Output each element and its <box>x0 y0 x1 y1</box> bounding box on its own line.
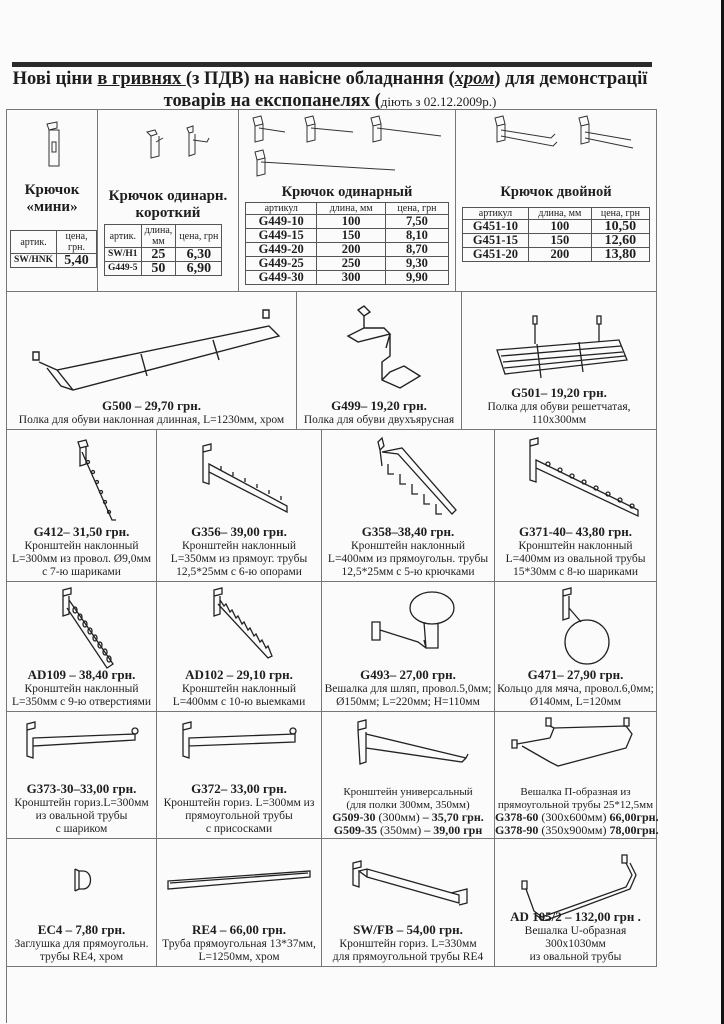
price-cell: 9,90 <box>385 271 448 285</box>
product-description: L=400мм из прямоугольн. трубы <box>327 553 489 565</box>
product-description: Кронштейн универсальный <box>343 786 473 798</box>
shoe-shelf-long-image <box>7 306 296 396</box>
product-description: L=350мм с 9-ю отверстиями <box>11 696 152 708</box>
price-cell: 9,30 <box>385 257 448 271</box>
product-description: Ø150мм; L=220мм; H=110мм <box>336 696 480 708</box>
article-cell: G449-30 <box>246 271 317 285</box>
product-hook-single-short <box>98 110 239 292</box>
hook-single-short-table <box>104 224 222 276</box>
variant-line <box>322 824 494 837</box>
length-cell: 250 <box>317 257 385 271</box>
hook-mini-title <box>7 182 97 216</box>
hook-single-image <box>239 112 455 180</box>
product-description: прямоугольной трубы <box>185 810 293 822</box>
variant-code: G378-60 <box>495 810 539 824</box>
product-description: Труба прямоугольная 13*37мм, <box>162 938 316 950</box>
product-description: Вешалка для шляп, провол.5,0мм; <box>324 683 492 695</box>
product-description: Полка для обуви двухъярусная <box>303 414 455 426</box>
product-description: Кронштейн наклонный <box>24 540 139 552</box>
length-cell: 200 <box>317 243 385 257</box>
length-cell: 150 <box>528 234 591 248</box>
product-caption <box>7 922 156 964</box>
bracket-sloped-balls-image <box>7 438 156 528</box>
length-cell: 150 <box>317 229 385 243</box>
bracket-horizontal-rect-image <box>157 720 321 780</box>
ball-ring-image <box>495 586 656 676</box>
product-g356 <box>157 430 322 582</box>
product-caption <box>7 667 156 709</box>
product-description: 12,5*25мм с 6-ю опорами <box>176 566 302 578</box>
product-caption <box>495 667 656 709</box>
product-code-price: G373-30–33,00 грн. <box>26 781 137 796</box>
product-code-price: AD102 – 29,10 грн. <box>185 667 293 682</box>
product-description: Заглушка для прямоугольн. <box>14 938 149 950</box>
article-cell: G449-5 <box>105 262 142 276</box>
product-caption <box>495 909 656 964</box>
product-g358 <box>322 430 495 582</box>
hook-single-title: Крючок одинарный <box>281 184 413 200</box>
product-caption <box>495 524 656 579</box>
article-cell: G449-10 <box>246 215 317 229</box>
product-description: Полка для обуви наклонная длинная, L=1230мм, хром <box>18 414 285 426</box>
bracket-tube-holder-image <box>322 859 494 909</box>
price-cell: 12,60 <box>591 234 649 248</box>
hook-single-short-image <box>98 124 238 164</box>
title-line: короткий <box>135 205 201 221</box>
product-ad102 <box>157 582 322 712</box>
product-description: (для полки 300мм, 350мм) <box>346 798 470 811</box>
product-description: L=400мм из овальной трубы <box>505 553 646 565</box>
rect-tube-image <box>157 867 321 897</box>
variant-code: G378-90 <box>495 822 539 837</box>
hanger-p-shape-image <box>495 716 656 776</box>
price-cell: 5,40 <box>57 254 97 268</box>
product-description: Кольцо для мяча, провол.6,0мм; <box>497 683 654 695</box>
product-caption <box>297 398 461 427</box>
product-g493 <box>322 582 495 712</box>
title-finish: хром <box>454 69 495 89</box>
shoe-shelf-two-tier-image <box>297 302 461 392</box>
product-caption <box>157 922 321 964</box>
title-part: ) для демонстрації <box>494 69 648 89</box>
product-caption <box>322 922 494 964</box>
article-cell: G451-20 <box>463 248 529 262</box>
title-line2: товарів на експопанелях ( <box>163 91 381 111</box>
product-description: Вешалка U-образная 300х1030мм <box>524 925 627 950</box>
col-header: артик. <box>11 231 57 254</box>
product-code-price: EC4 – 7,80 грн. <box>37 922 126 937</box>
bracket-oval-balls-image <box>495 436 656 526</box>
bracket-horizontal-oval-image <box>7 720 156 780</box>
variant-spec: (300мм) <box>375 810 423 824</box>
product-description: L=300мм из провол. Ø9,0мм <box>11 553 152 565</box>
title-line: Крючок одинарн. <box>108 188 228 204</box>
length-cell: 100 <box>528 220 591 234</box>
article-cell: G449-15 <box>246 229 317 243</box>
product-ad105 <box>495 839 657 967</box>
product-hook-mini <box>7 110 98 292</box>
col-header: цена, грн. <box>57 231 97 254</box>
product-code-price: SW/FB – 54,00 грн. <box>353 922 463 937</box>
col-header: цена, грн <box>176 225 222 248</box>
title-part: Нові ціни <box>12 69 98 89</box>
price-cell: 10,50 <box>591 220 649 234</box>
product-g378 <box>495 712 657 839</box>
product-description: Кронштейн гориз. L=330мм <box>339 938 477 950</box>
variant-line <box>495 822 659 837</box>
length-cell: 100 <box>317 215 385 229</box>
validity-date: діють з 02.12.2009р.) <box>380 94 497 109</box>
product-hook-double <box>456 110 657 292</box>
col-header: цена, грн <box>591 208 649 220</box>
product-g373 <box>7 712 157 839</box>
bracket-universal-image <box>322 718 494 778</box>
product-caption <box>322 524 494 579</box>
product-g412 <box>7 430 157 582</box>
product-description: 15*30мм с 8-ю шариками <box>512 566 639 578</box>
product-caption <box>462 385 656 427</box>
title-line: «мини» <box>26 199 78 215</box>
product-code-price: AD 105/2 – 132,00 грн . <box>510 909 641 924</box>
price-cell: 7,50 <box>385 215 448 229</box>
title-currency: в гривнях <box>97 69 186 89</box>
product-g499 <box>297 292 462 430</box>
product-caption <box>322 786 494 836</box>
product-g371 <box>495 430 657 582</box>
product-re4 <box>157 839 322 967</box>
col-header: артикул <box>246 203 317 215</box>
col-header: артик. <box>105 225 142 248</box>
product-g509 <box>322 712 495 839</box>
product-code-price: G372– 33,00 грн. <box>191 781 287 796</box>
product-description: для прямоугольной трубы RE4 <box>332 951 484 963</box>
product-description: Кронштейн наклонный <box>181 540 297 552</box>
product-description: Полка для обуви решетчатая, 110х300мм <box>487 401 631 426</box>
product-caption <box>157 524 321 579</box>
hook-single-table <box>245 202 449 285</box>
product-caption <box>7 524 156 579</box>
product-code-price: G471– 27,90 грн. <box>527 667 624 682</box>
product-g501 <box>462 292 657 430</box>
product-description: Кронштейн гориз.L=300мм <box>14 797 149 809</box>
variant-code: G509-35 <box>333 822 378 837</box>
price-cell: 6,90 <box>176 262 222 276</box>
col-header: длина, мм <box>141 225 176 248</box>
product-description: Кронштейн наклонный <box>350 540 466 552</box>
product-code-price: RE4 – 66,00 грн. <box>192 922 286 937</box>
product-code-price: G358–38,40 грн. <box>361 524 455 539</box>
length-cell: 25 <box>141 248 176 262</box>
price-sheet <box>6 109 657 1023</box>
product-g372 <box>157 712 322 839</box>
article-cell: G449-20 <box>246 243 317 257</box>
product-code-price: AD109 – 38,40 грн. <box>27 667 136 682</box>
product-description: Ø140мм, L=120мм <box>529 696 622 708</box>
bracket-holes-image <box>7 586 156 676</box>
product-description: 12,5*25мм с 5-ю крючками <box>341 566 475 578</box>
hook-mini-image <box>7 120 97 170</box>
product-description: из овальной трубы <box>35 810 128 822</box>
product-swfb <box>322 839 495 967</box>
page-title <box>0 68 660 113</box>
title-part: (з ПДВ) на навісне обладнання ( <box>185 69 455 89</box>
product-caption <box>495 786 659 837</box>
variant-price: – 39,00 грн <box>424 822 483 837</box>
product-description: трубы RE4, хром <box>39 951 124 963</box>
col-header: длина, мм <box>317 203 385 215</box>
hook-mini-table <box>10 230 97 268</box>
price-cell: 8,70 <box>385 243 448 257</box>
length-cell: 200 <box>528 248 591 262</box>
product-description: прямоугольной трубы 25*12,5мм <box>497 798 654 811</box>
price-cell: 8,10 <box>385 229 448 243</box>
col-header: артикул <box>463 208 529 220</box>
bracket-notches-image <box>157 586 321 676</box>
product-description: с 7-ю шариками <box>42 566 121 578</box>
hook-double-image <box>456 112 656 172</box>
variant-spec: (300х600мм) <box>538 810 610 824</box>
product-caption <box>7 781 156 836</box>
product-caption <box>157 667 321 709</box>
product-caption <box>157 781 321 836</box>
variant-spec: (350х900мм) <box>538 822 610 837</box>
product-description: Кронштейн наклонный <box>181 683 297 695</box>
product-description: Кронштейн наклонный <box>518 540 633 552</box>
product-caption <box>7 398 296 427</box>
length-cell: 50 <box>141 262 176 276</box>
price-cell: 6,30 <box>176 248 222 262</box>
product-code-price: G499– 19,20 грн. <box>331 398 427 413</box>
header-rule <box>12 62 652 67</box>
product-code-price: G356– 39,00 грн. <box>191 524 287 539</box>
article-cell: G451-15 <box>463 234 529 248</box>
product-code-price: G412– 31,50 грн. <box>33 524 130 539</box>
end-cap-image <box>7 867 156 893</box>
product-hook-single <box>239 110 456 292</box>
variant-price: 78,00грн. <box>609 822 659 837</box>
bracket-sloped-hooks-image <box>322 436 494 526</box>
product-description: с присосками <box>205 823 273 835</box>
col-header: цена, грн <box>385 203 448 215</box>
product-code-price: G371-40– 43,80 грн. <box>518 524 633 539</box>
product-description: с шариком <box>55 823 108 835</box>
product-description: из овальной трубы <box>529 951 622 963</box>
product-code-price: G501– 19,20 грн. <box>511 385 607 400</box>
hook-double-title: Крючок двойной <box>500 184 612 200</box>
product-description: L=350мм из прямоуг. трубы <box>170 553 308 565</box>
bracket-sloped-pegs-image <box>157 442 321 522</box>
variant-price: – 35,70 грн. <box>422 810 484 824</box>
product-code-price: G493– 27,00 грн. <box>360 667 456 682</box>
hook-double-table <box>462 207 650 262</box>
length-cell: 300 <box>317 271 385 285</box>
product-description: Кронштейн наклонный <box>24 683 139 695</box>
article-cell: SW/HNK <box>11 254 57 268</box>
variant-spec: (350мм) <box>377 822 425 837</box>
product-description: L=400мм с 10-ю выемками <box>172 696 306 708</box>
hat-hanger-image <box>322 586 494 676</box>
price-cell: 13,80 <box>591 248 649 262</box>
shoe-shelf-grid-image <box>462 314 656 384</box>
product-ec4 <box>7 839 157 967</box>
product-ad109 <box>7 582 157 712</box>
product-code-price: G500 – 29,70 грн. <box>102 398 201 413</box>
hook-single-short-title <box>98 188 238 222</box>
product-description: Кронштейн гориз. L=300мм из <box>163 797 315 809</box>
product-description: Вешалка П-образная из <box>520 786 631 798</box>
article-cell: G451-10 <box>463 220 529 234</box>
title-line: Крючок <box>24 182 80 198</box>
variant-code: G509-30 <box>332 810 376 824</box>
product-g500 <box>7 292 297 430</box>
article-cell: G449-25 <box>246 257 317 271</box>
product-caption <box>322 667 494 709</box>
article-cell: SW/H1 <box>105 248 142 262</box>
variant-price: 66,00грн. <box>609 810 659 824</box>
col-header: длина, мм <box>528 208 591 220</box>
product-g471 <box>495 582 657 712</box>
product-description: L=1250мм, хром <box>198 951 280 963</box>
